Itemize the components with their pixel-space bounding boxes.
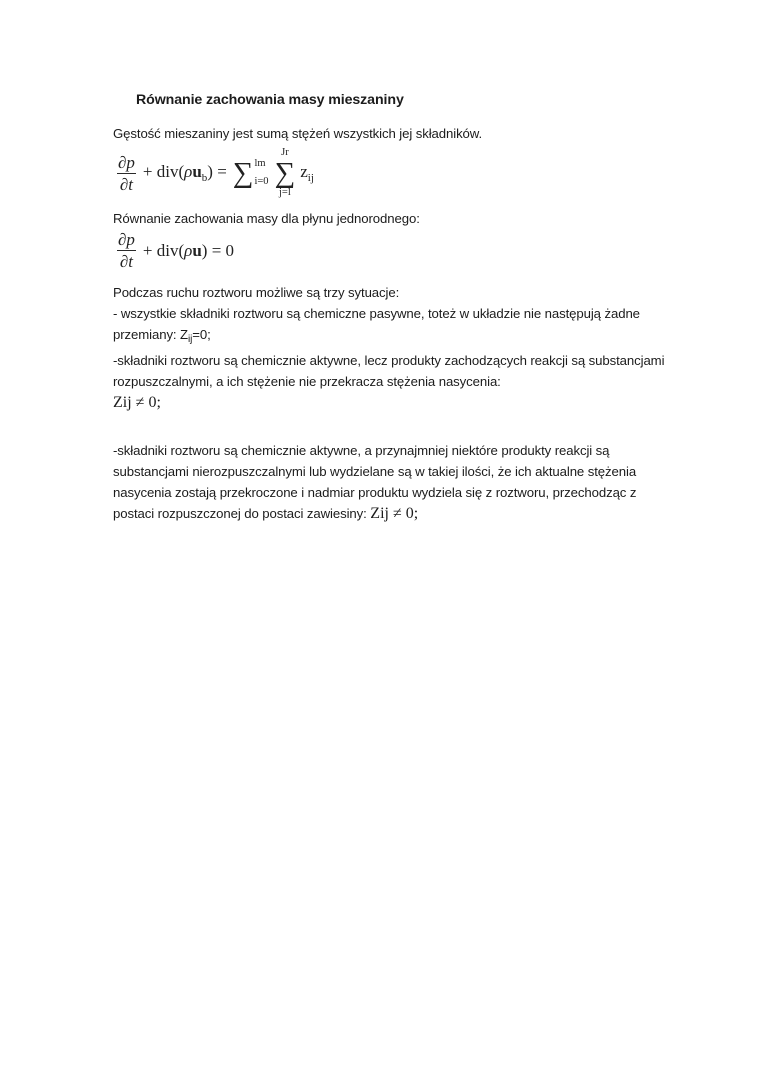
summation-inner-upper: Jr bbox=[281, 147, 289, 158]
summation-inner-lower: j=l bbox=[279, 186, 291, 198]
case3-line: -składniki roztworu są chemicznie aktywne, a przynajmniej niektóre produkty reakcji są bbox=[113, 443, 610, 459]
summand-term: $z_{ij}$ bbox=[300, 162, 314, 185]
case2-paragraph bbox=[113, 350, 713, 413]
summation-outer-bounds bbox=[254, 157, 268, 189]
fraction-numerator: ∂p bbox=[118, 230, 135, 250]
case3-line: nasycenia zostają przekroczone i nadmiar produktu wydziela się z roztworu, przechodząc z bbox=[113, 485, 637, 501]
fraction-dp-dt bbox=[115, 231, 138, 270]
equation-mixture-mass bbox=[115, 148, 713, 198]
situations-line: Podczas ruchu roztworu możliwe są trzy sytuacje: bbox=[113, 285, 400, 301]
sigma-symbol: ∑ bbox=[232, 157, 254, 189]
page-title: Równanie zachowania masy mieszaniny bbox=[136, 92, 404, 108]
summation-outer-upper: lm bbox=[254, 158, 266, 170]
equation-homogeneous-fluid bbox=[115, 231, 713, 270]
case2-inline-equation: Zij ≠ 0; bbox=[113, 394, 161, 412]
case3-inline-equation: Zij ≠ 0; bbox=[370, 505, 419, 523]
homogeneous-heading: Równanie zachowania masy dla płynu jednorodnego: bbox=[113, 211, 420, 227]
intro-paragraph: Gęstość mieszaniny jest sumą stężeń wszystkich jej składników. bbox=[113, 126, 483, 141]
fraction-dp-dt bbox=[115, 154, 138, 193]
situations-paragraph bbox=[113, 282, 713, 350]
situations-line: przemiany: $Z_{ij}=0$; bbox=[113, 327, 211, 346]
case2-line: -składniki roztworu są chemicznie aktywne, lecz produkty zachodzących reakcji są substancjami bbox=[113, 353, 665, 369]
situations-line: - wszystkie składniki roztworu są chemiczne pasywne, toteż w układzie nie następują żadne bbox=[113, 306, 640, 322]
z-subscript: ij bbox=[188, 334, 193, 346]
summation-inner bbox=[275, 148, 296, 198]
fraction-denominator: ∂t bbox=[117, 250, 136, 270]
divergence-term: + div(ρu) = 0 bbox=[142, 240, 235, 260]
fraction-numerator: ∂p bbox=[118, 152, 135, 172]
summation-outer-lower: i=0 bbox=[254, 175, 269, 187]
document-content bbox=[113, 92, 713, 524]
summation-outer bbox=[233, 157, 269, 189]
sigma-symbol: ∑ bbox=[274, 156, 296, 189]
case3-paragraph bbox=[113, 440, 713, 524]
case3-line: substancjami nierozpuszczalnymi lub wydzielane są w takiej ilości, że ich aktualne stężenia bbox=[113, 464, 637, 480]
fraction-denominator: ∂t bbox=[117, 173, 136, 193]
case3-line: postaci rozpuszczonej do postaci zawiesiny: Zij ≠ 0; bbox=[113, 505, 419, 523]
divergence-term: + $div(\rho u_b)$ = bbox=[142, 162, 227, 185]
case2-line: rozpuszczalnymi, a ich stężenie nie przekracza stężenia nasycenia: bbox=[113, 374, 501, 390]
